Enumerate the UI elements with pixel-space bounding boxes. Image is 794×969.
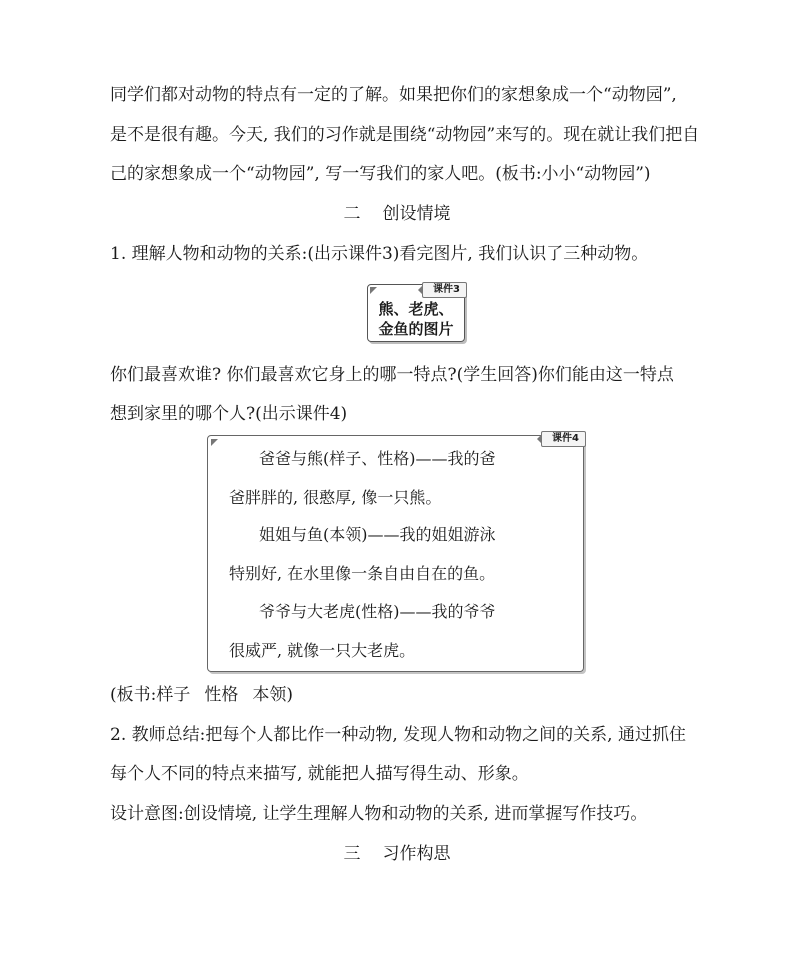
courseware-4-line-1: 爸爸与熊(样子、性格)——我的爸: [259, 449, 496, 468]
board-item-1: (板书:样子: [110, 685, 191, 705]
item-2-line-2: 每个人不同的特点来描写, 就能把人描写得生动、形象。: [110, 764, 529, 784]
courseware-3-box: [367, 284, 465, 342]
item-2-line-1: 2. 教师总结:把每个人都比作一种动物, 发现人物和动物之间的关系, 通过抓住: [110, 725, 686, 745]
courseware-4-line-2: 爸胖胖的, 很憨厚, 像一只熊。: [229, 488, 442, 507]
courseware-3-tag: 课件3: [422, 282, 467, 298]
board-item-3: 本领): [252, 685, 294, 705]
intro-line-3: 己的家想象成一个“动物园”, 写一写我们的家人吧。(板书:小小“动物园”): [110, 164, 651, 184]
section-heading-3: [0, 843, 794, 865]
section-heading-2: [0, 203, 794, 225]
design-intent: 设计意图:创设情境, 让学生理解人物和动物的关系, 进而掌握写作技巧。: [110, 804, 648, 824]
courseware-3-line-1: 熊、老虎、: [378, 300, 454, 318]
courseware-4-box: [207, 435, 584, 672]
courseware-4-tag: 课件4: [541, 431, 586, 447]
section-number: 三: [343, 844, 361, 864]
item-1: 1. 理解人物和动物的关系:(出示课件3)看完图片, 我们认识了三种动物。: [110, 244, 649, 264]
board-writing: [110, 684, 293, 706]
courseware-4-line-4: 特别好, 在水里像一条自由自在的鱼。: [229, 564, 496, 583]
courseware-4-line-6: 很威严, 就像一只大老虎。: [229, 641, 416, 660]
corner-mark-icon: [370, 287, 377, 294]
courseware-4-line-5: 爷爷与大老虎(性格)——我的爷爷: [259, 602, 496, 621]
courseware-4-line-3: 姐姐与鱼(本领)——我的姐姐游泳: [259, 525, 496, 544]
intro-line-2: 是不是很有趣。今天, 我们的习作就是围绕“动物园”来写的。现在就让我们把自: [110, 125, 700, 145]
question-line-2: 想到家里的哪个人?(出示课件4): [110, 404, 348, 424]
section-number: 二: [343, 204, 361, 224]
courseware-3-line-2: 金鱼的图片: [378, 320, 454, 338]
intro-line-1: 同学们都对动物的特点有一定的了解。如果把你们的家想象成一个“动物园”,: [110, 85, 677, 105]
board-item-2: 性格: [204, 685, 239, 705]
question-line-1: 你们最喜欢谁? 你们最喜欢它身上的哪一特点?(学生回答)你们能由这一特点: [110, 365, 674, 385]
corner-mark-icon: [211, 439, 218, 446]
section-title: 习作构思: [382, 844, 451, 864]
section-title: 创设情境: [382, 204, 451, 224]
